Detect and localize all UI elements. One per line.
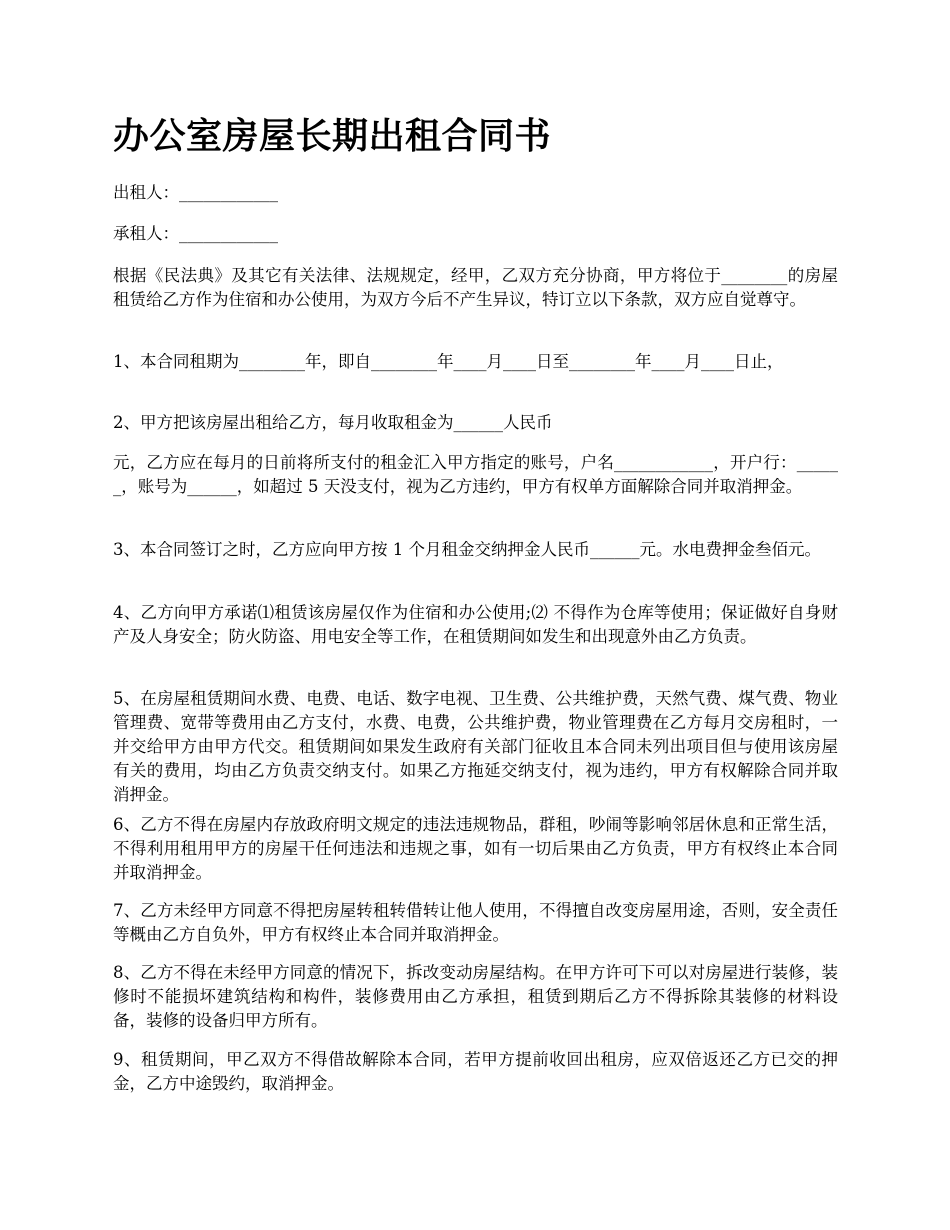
document-title: 办公室房屋长期出租合同书 [113, 115, 552, 157]
clause-1-paragraph: 1、本合同租期为________年，即自________年____月____日至________年____月____日止， [113, 352, 784, 371]
clause-3-paragraph: 3、本合同签订之时，乙方应向甲方按 1 个月租金交纳押金人民币______元。水电费押金叁佰元。 [113, 540, 821, 559]
clause-8-paragraph: 8、乙方不得在未经甲方同意的情况下，拆改变动房屋结构。在甲方许可下可以对房屋进行装修，装修时不能损坏建筑结构和构件，装修费用由乙方承担，租赁到期后乙方不得拆除其装修的材料设备，装修的设备归甲方所有。 [113, 963, 838, 1030]
clause-4-paragraph: 4、乙方向甲方承诺⑴租赁该房屋仅作为住宿和办公使用;⑵ 不得作为仓库等使用；保证做好自身财产及人身安全；防火防盗、用电安全等工作，在租赁期间如发生和出现意外由乙方负责。 [113, 603, 838, 646]
lessee-line: 承租人：____________ [113, 224, 278, 243]
clause-2-continuation-paragraph: 元，乙方应在每月的日前将所支付的租金汇入甲方指定的账号，户名____________，开户行：______，账号为______，如超过 5 天没支付，视为乙方违约，甲方有权单方面解除合同并取消押金。 [113, 453, 838, 496]
clause-5-paragraph: 5、在房屋租赁期间水费、电费、电话、数字电视、卫生费、公共维护费，天然气费、煤气费、物业管理费、宽带等费用由乙方支付，水费、电费，公共维护费，物业管理费在乙方每月交房租时，一并交给甲方由甲方代交。租赁期间如果发生政府有关部门征收且本合同未列出项目但与使用该房屋有关的费用，均由乙方负责交纳支付。如果乙方拖延交纳支付，视为违约，甲方有权解除合同并取消押金。 [113, 689, 838, 804]
preamble-paragraph: 根据《民法典》及其它有关法律、法规规定，经甲，乙双方充分协商，甲方将位于________的房屋租赁给乙方作为住宿和办公使用，为双方今后不产生异议，特订立以下条款，双方应自觉尊守。 [113, 266, 838, 309]
clause-6-paragraph: 6、乙方不得在房屋内存放政府明文规定的违法违规物品，群租，吵闹等影响邻居休息和正常生活，不得利用租用甲方的房屋干任何违法和违规之事，如有一切后果由乙方负责，甲方有权终止本合同并取消押金。 [113, 815, 838, 882]
clause-9-paragraph: 9、租赁期间，甲乙双方不得借故解除本合同，若甲方提前收回出租房，应双倍返还乙方已交的押金，乙方中途毁约，取消押金。 [113, 1050, 838, 1093]
lessor-line: 出租人：____________ [113, 183, 278, 202]
clause-2-paragraph: 2、甲方把该房屋出租给乙方，每月收取租金为______人民币 [113, 413, 553, 432]
clause-7-paragraph: 7、乙方未经甲方同意不得把房屋转租转借转让他人使用，不得擅自改变房屋用途，否则，安全责任等概由乙方自负外，甲方有权终止本合同并取消押金。 [113, 901, 838, 944]
